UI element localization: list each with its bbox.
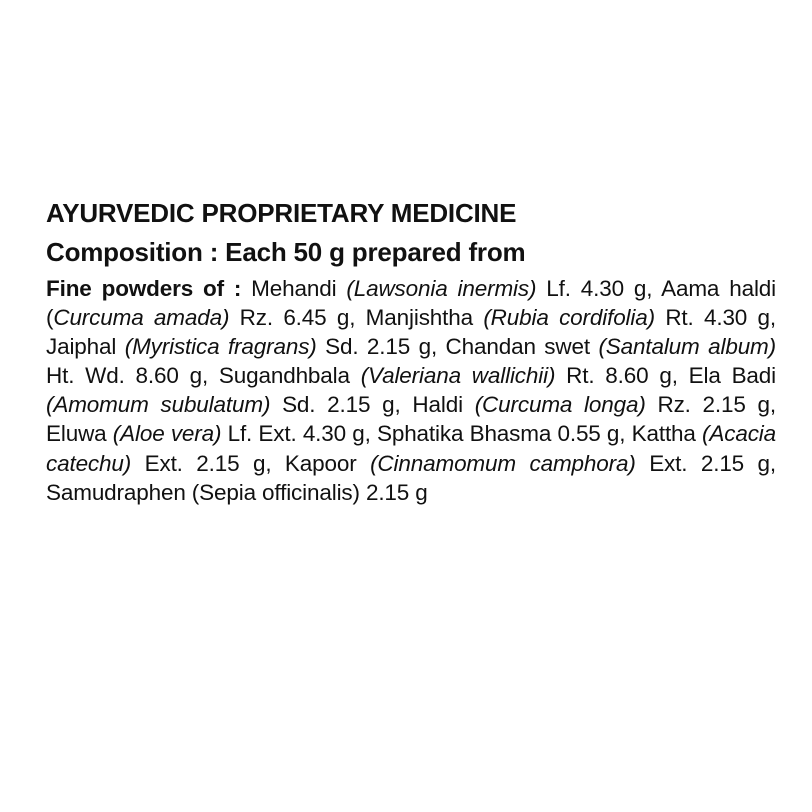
ingredient-text: Lf. 4.30 g, Aama haldi ( xyxy=(46,276,776,331)
ingredient-text: Lf. Ext. 4.30 g, Sphatika Bhasma 0.55 g, Kattha xyxy=(221,421,703,447)
ingredient-text: Ext. 2.15 g, Kapoor xyxy=(131,450,371,476)
botanical-name: (Valeriana wallichii) xyxy=(360,363,556,389)
ingredient-text: Rt. 4.30 g, Jaiphal xyxy=(46,305,776,360)
ingredient-text: Sd. 2.15 g, Haldi xyxy=(270,392,475,418)
botanical-name: (Myristica fragrans) xyxy=(124,334,317,360)
botanical-name: (Amomum subulatum) xyxy=(46,392,271,418)
ingredient-text: Rz. 2.15 g, Eluwa xyxy=(46,392,776,447)
botanical-name: Curcuma amada) xyxy=(53,305,230,331)
ingredient-text: Ht. Wd. 8.60 g, Sugandhbala xyxy=(46,363,361,389)
product-label xyxy=(46,194,776,507)
botanical-name: (Acacia catechu) xyxy=(46,421,777,476)
ingredient-text: Ext. 2.15 g, Samudraphen (Sepia officinalis) 2.15 g xyxy=(46,450,777,505)
botanical-name: (Lawsonia inermis) xyxy=(346,276,537,301)
botanical-name: (Rubia cordifolia) xyxy=(483,305,655,331)
ingredient-text: Mehandi xyxy=(241,276,347,301)
ingredient-text: Rz. 6.45 g, Manjishtha xyxy=(229,305,484,331)
botanical-name: (Cinnamomum camphora) xyxy=(370,450,636,476)
ingredient-text: Sd. 2.15 g, Chandan swet xyxy=(316,334,599,360)
medicine-category-title: AYURVEDIC PROPRIETARY MEDICINE xyxy=(46,198,517,228)
botanical-name: (Aloe vera) xyxy=(112,421,222,447)
composition-heading: Composition : Each 50 g prepared from xyxy=(46,237,526,267)
botanical-name: (Santalum album) xyxy=(598,334,776,360)
ingredient-text: Rt. 8.60 g, Ela Badi xyxy=(555,363,777,389)
ingredients-paragraph xyxy=(46,274,776,507)
ingredients-lead: Fine powders of : xyxy=(46,276,242,301)
botanical-name: (Curcuma longa) xyxy=(474,392,646,418)
